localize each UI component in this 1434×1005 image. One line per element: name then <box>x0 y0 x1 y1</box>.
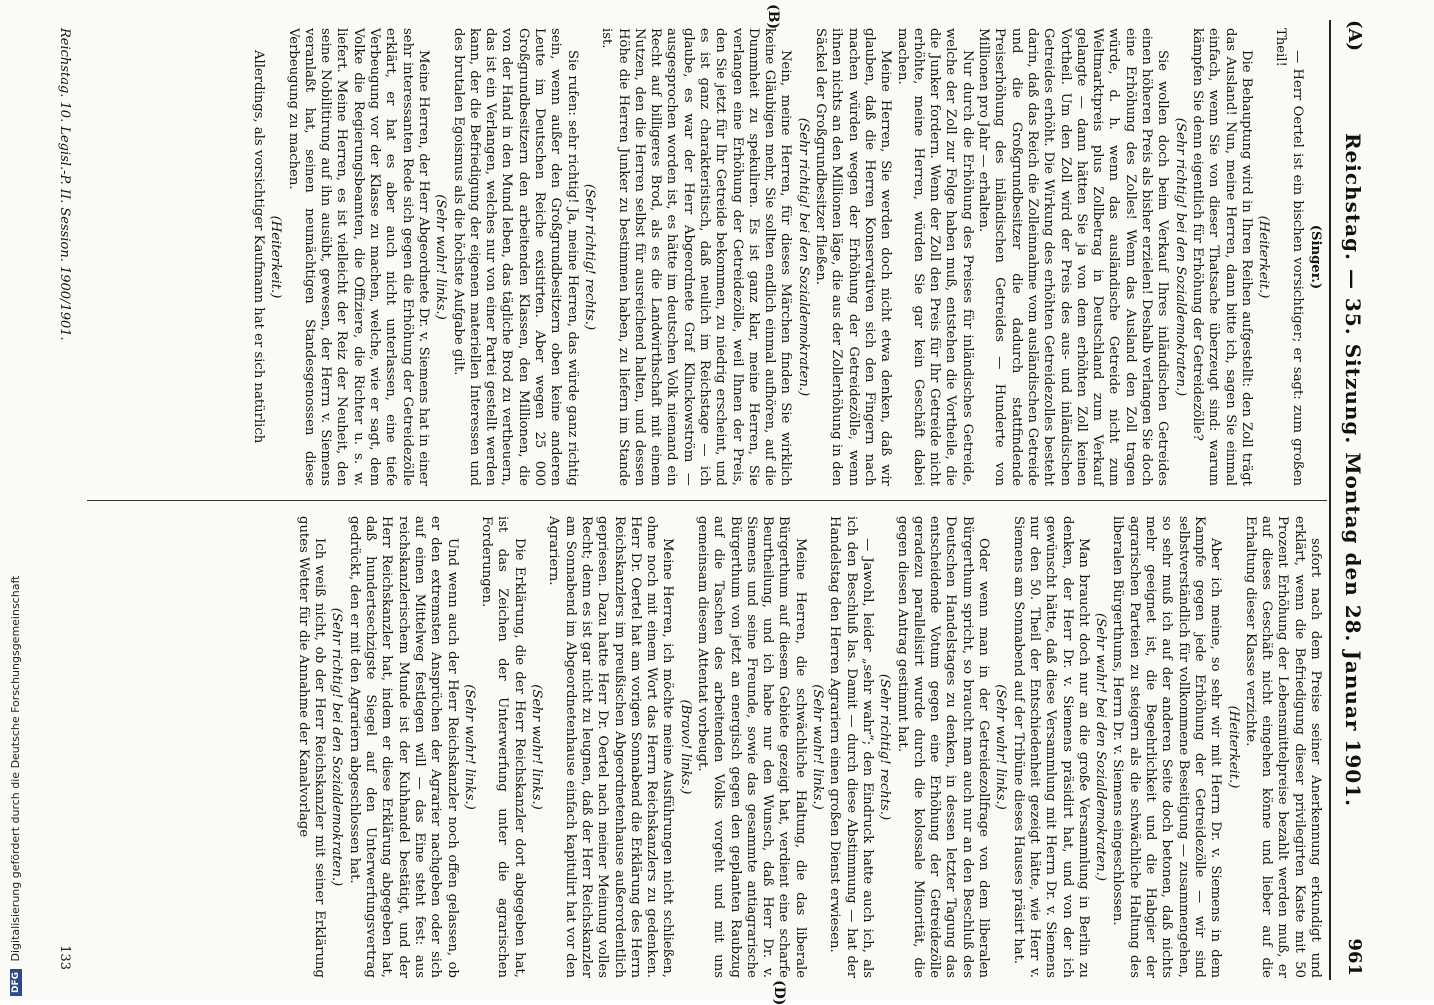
left-column <box>250 28 1323 486</box>
interjection: (Sehr wahr! links.) <box>461 684 477 810</box>
column-divider <box>87 500 1327 501</box>
paragraph: Aber ich meine, so sehr wir mit Herrn Dr. v. Siemens in dem Kampfe gegen jede Erhöhung der Getreidezölle — wir sind selbstverständlich für vollkommene Beseitigung — zusammengehen, so sehr muß ich auf der anderen Seite doch betonen, daß nichts mehr geeignet ist, die Begehrlichkeit und die Habgier der agrarischen Parteien zu steigern als die schwächliche Haltung des liberalen Bürgerthums, Herrn Dr. v. Siemens eingeschlossen. <box>1110 516 1224 978</box>
dfg-logo-icon: DFG <box>10 969 22 996</box>
right-column <box>295 516 1323 978</box>
paragraph: — Herr Oertel ist ein bischen vorsichtiger; er sagt: zum großen Theil! <box>1273 28 1305 486</box>
paragraph: — Jawohl, leider „sehr wahr“; den Eindruck hatte auch ich, als ich den Beschluß las. Damit — durch diese Abstimmung — hat der Handelstag den Herren Agrariern einen großen Dienst erwiesen. <box>827 516 875 978</box>
paragraph: sofort nach dem Preise seiner Anerkennung erkundigt und erklärt, wenn die Befriedigung dieser privilegirten Kaste mit 50 Prozent Erhöhung der Lebensmittelpreise bezahlt werden muß, er auf dieses Geschäft nicht eingehen könne und lieber auf die Erhaltung dieser Klasse verzichte. <box>1242 516 1323 978</box>
paragraph: Die Erklärung, die der Herr Reichskanzler dort abgegeben hat, ist das Zeichen der Unterwerfung unter die agrarischen Forderungen. <box>479 516 527 978</box>
paragraph: Meine Herren, der Herr Abgeordnete Dr. v. Siemens hat in einer sehr interessanten Rede sich gegen die Erhöhung der Getreidezölle erklärt, er hat es aber auch nicht unterlassen, eine tiefe Verbeugung vor der Klasse zu machen, welche, wie er sagt, dem Volke die Regierungsbeamten, die Offiziere, die Richter u. s. w. liefert. Meine Herren, es ist vielleicht der Reiz der Neuheit, den seine Nobilitirung auf ihn ausübt, gewesen, der Herrn v. Siemens veranlaßt hat, seinen neumächtigen Standesgenossen diese Verbeugung zu machen. <box>285 28 431 486</box>
footer-page-number: 133 <box>57 945 72 970</box>
interjection: (Heiterkeit.) <box>1256 215 1272 299</box>
interjection: (Sehr wahr! links.) <box>433 194 449 320</box>
footer-session-info: Reichstag. 10. Legisl.-P. II. Session. 1900/1901. <box>57 28 72 341</box>
margin-letter-a: (A) <box>1344 20 1365 51</box>
paragraph: Sie wollen doch beim Verkauf Ihres inländischen Getreides einen höheren Preis als bisher erzielen! Deshalb verlangen Sie doch eine Erhöhung des Zolles! Wenn das Ausland den Zoll tragen würde, d. h. wenn das ausländische Getreide nicht zum Weltmarktpreis plus Zollbetrag in Deutschland zum Verkauf gelangte — dann hätten Sie ja von dem erhöhten Zoll keinen Vortheil. Um den Zoll wird der Preis des aus- und inländischen Getreides erhöht. Die Wirkung des erhöhten Getreidezolles besteht darin, daß das Reich die Zolleinnahme vom ausländischen Getreide und die Großgrundbesitzer die dadurch stattfindende Preiserhöhung des inländischen Getreides — Hunderte von Millionen pro Jahr — erhalten. <box>976 28 1171 486</box>
interjection: (Sehr wahr! links.) <box>810 684 826 810</box>
paragraph: Und wenn auch der Herr Reichskanzler noch offen gelassen, ob er den extremsten Ansprüchen der Agrarier nachgeben oder sich auf einen Mittelweg festlegen will — das Eine steht fest: aus reichskanzlerischem Munde ist der Kuhhandel bestätigt, und der Herr Reichskanzler hat, indem er diese Erklärung abgegeben hat, daß hundertsechzigste Siegel auf den Unterwerfungsvertrag gedrückt, den er mit den Agrariern abgeschlossen hat. <box>346 516 460 978</box>
paragraph: Allerdings, als vorsichtiger Kaufmann hat er sich natürlich <box>251 50 266 444</box>
interjection: (Sehr richtig! bei den Sozialdemokraten.) <box>1172 117 1188 397</box>
page-number: 961 <box>1344 938 1365 976</box>
interjection: (Sehr wahr! bei den Sozialdemokraten.) <box>1093 613 1109 881</box>
paragraph: Nein, meine Herren, für dieses Märchen finden Sie wirklich keine Gläubigen mehr, Sie sollten endlich einmal aufhören, auf die Dummheit zu spekuliren. Es ist ganz klar, meine Herren, Sie verlangen eine Erhöhung der Getreidezölle, weil Ihnen der Preis, den Sie jetzt für Ihr Getreide bekommen, zu niedrig erscheint, und es ist ganz charakteristisch, daß neulich im Reichstage — ich glaube, es war der Herr Abgeordnete Graf Klinckowström — ausgesprochen worden ist, es hätte im deutschen Volk niemand ein Recht auf billigeres Brod, als es die Landwirthschaft mit einem Nutzen, den die Herren selbst für ausreichend halten, und dessen Höhe die Herren Junker zu bestimmen haben, zu liefern im Stande ist. <box>599 28 794 486</box>
interjection: (Sehr richtig! bei den Sozialdemokraten.) <box>795 117 811 397</box>
newspaper-page <box>47 0 1387 1005</box>
paragraph: Die Behauptung wird in Ihren Reihen aufgestellt: den Zoll trägt das Ausland! Nun, meine Herren, dann bitte ich, sagen Sie einmal einfach, wenn Sie von dieser Thatsache überzeugt sind: warum kämpfen Sie denn eigentlich für Erhöhung der Getreidezölle? <box>1189 28 1254 486</box>
credit-text: Digitalisierung gefördert durch die Deutsche Forschungsgemeinschaft <box>9 575 22 962</box>
speaker-name: (Singer.) <box>1308 224 1323 290</box>
interjection: (Sehr wahr! links.) <box>993 684 1009 810</box>
paragraph: Man braucht doch nur an die große Versammlung in Berlin zu denken, der Herr Dr. v. Siemens präsidirt hat, und von der ich gewünscht hätte, daß diese Versammlung mit Herrn Dr. v. Siemens nur den 50. Theil der Entschiedenheit gezeigt hätte, wie Herr v. Siemens am Sonnabend auf der Tribüne dieses Hauses präsirt hat. <box>1010 516 1091 978</box>
interjection: (Sehr wahr! links.) <box>529 684 545 810</box>
paragraph: Sie rufen: sehr richtig! Ja, meine Herren, das würde ganz richtig sein, wenn außer den Großgrundbesitzern oben keine anderen Leute im Deutschen Reiche existirten. Aber wegen 25 000 Großgrundbesitzern den arbeitenden Klassen, den Millionen, die von der Hand in den Mund leben, das tägliche Brod zu vertheuern, das ist ein Verlangen, welches nur von einer Partei gestellt werden kann, der die Befriedigung der eigenen materiellen Interessen und des brutalen Egoismus als die höchste Aufgabe gilt. <box>450 28 580 486</box>
paragraph: Meine Herren, Sie werden doch nicht etwa denken, daß wir glauben, daß die Herren Konservativen sich den Fingern nach machen würden wegen der Erhöhung der Getreidezölle, wenn ihnen nichts an den Millionen läge, die aus der Zollerhöhung in den Säckel der Großgrundbesitzer fließen. <box>813 28 894 486</box>
header-rule <box>1329 20 1331 980</box>
paragraph: Nur durch die Erhöhung des Preises für inländisches Getreide, welche der Zoll zur Folge haben muß, entstehen die Vortheile, die die Junker fordern. Wenn der Zoll den Preis für Ihr Getreide nicht erhöhte, meine Herren, würden Sie gar kein Geschäft dabei machen. <box>894 28 975 486</box>
digitization-credit <box>6 575 26 996</box>
margin-letter-d: (D) <box>771 980 787 1005</box>
interjection: (Heiterkeit.) <box>268 215 284 299</box>
margin-letter-b: (B) <box>765 4 781 30</box>
interjection: (Sehr richtig! rechts.) <box>877 673 893 821</box>
interjection: (Bravo! links.) <box>677 699 693 795</box>
page-header-title: Reichstag. — 35. Sitzung. Montag den 28. Januar 1901. <box>1341 132 1365 808</box>
interjection: (Sehr richtig! rechts.) <box>581 183 597 331</box>
paragraph: Ich weiß nicht, ob der Herr Reichskanzler mit seiner Erklärung gutes Wetter für die Annahme der Kanalvorlage <box>295 516 328 978</box>
interjection: (Sehr richtig! bei den Sozialdemokraten.) <box>329 607 345 887</box>
paragraph: Oder wenn man in der Getreidezollfrage von dem liberalen Bürgerthum spricht, so braucht man auch nur an den Beschluß des Deutschen Handelstages zu denken, in dessen letzter Tagung das entscheidende Votum gegen eine Erhöhung der Getreidezölle geradezu parallelisirt wurde durch die kolossale Minorität, die gegen diesen Antrag gestimmt hat. <box>894 516 992 978</box>
paragraph: Meine Herren, die schwächliche Haltung, die das liberale Bürgerthum auf diesem Gebiete gezeigt hat, verdient eine scharfe Beurtheilung, und ich habe nur den Wunsch, daß Herr Dr. v. Siemens und seine Freunde, sowie das gesammte antiagrarische Bürgerthum von jetzt an energisch gegen den geplanten Raubzug auf die Taschen des arbeitenden Volks vorgeht und mit uns gemeinsam diesem Attentat vorbeugt. <box>695 516 808 978</box>
interjection: (Heiterkeit.) <box>1225 705 1241 789</box>
paragraph: Meine Herren, ich möchte meine Ausführungen nicht schließen, ohne noch mit einem Wort das Herrn Reichskanzlers zu gedenken. Herr Dr. Oertel hat am vorigen Sonnabend die Erklärung des Herrn Reichskanzlers im preußischen Abgeordnetenhause außerordentlich gepriesen. Dazu hatte Herr Dr. Oertel nach meiner Meinung volles Recht; denn es ist gar nicht zu leugnen, daß der Herr Reichskanzler am Sonnabend im Abgeordnetenhause einfach kapitulirt hat vor den Agrariern. <box>546 516 676 978</box>
